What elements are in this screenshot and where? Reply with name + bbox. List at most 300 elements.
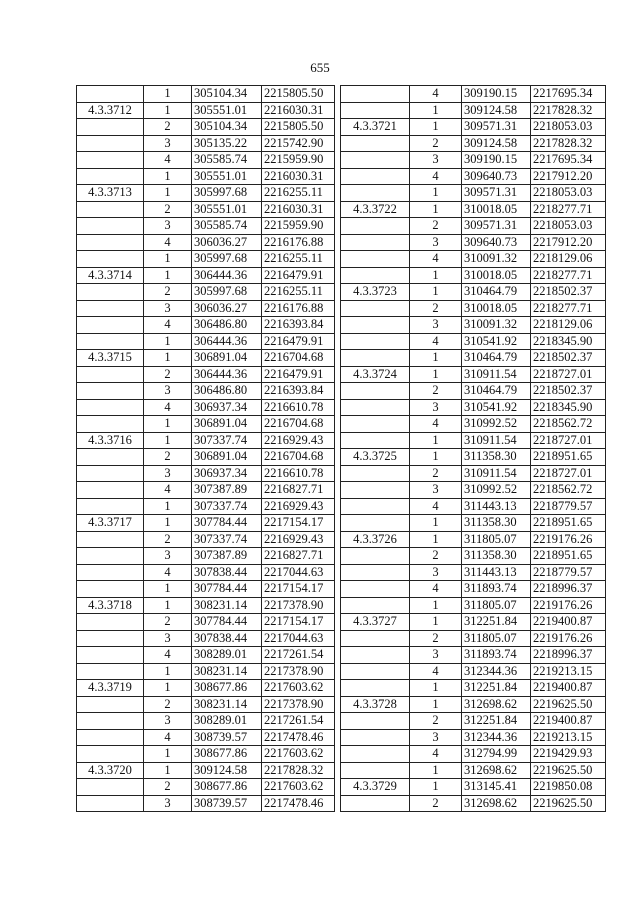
point-number-cell: 4 <box>144 564 192 581</box>
table-row <box>77 713 335 730</box>
parcel-id-cell: 4.3.3721 <box>341 119 410 136</box>
y-coordinate-cell: 2215805.50 <box>262 119 335 136</box>
table-row <box>77 680 335 697</box>
parcel-id-cell <box>77 317 144 334</box>
y-coordinate-cell: 2217912.20 <box>531 168 606 185</box>
table-row <box>341 416 606 433</box>
table-row <box>77 86 335 103</box>
point-number-cell: 2 <box>144 531 192 548</box>
y-coordinate-cell: 2215805.50 <box>262 86 335 103</box>
x-coordinate-cell: 308231.14 <box>192 663 262 680</box>
parcel-id-cell <box>341 597 410 614</box>
table-row <box>341 779 606 796</box>
point-number-cell: 4 <box>144 482 192 499</box>
parcel-id-cell <box>341 218 410 235</box>
x-coordinate-cell: 309124.58 <box>192 762 262 779</box>
x-coordinate-cell: 312344.36 <box>462 729 531 746</box>
x-coordinate-cell: 310911.54 <box>462 465 531 482</box>
table-row <box>341 317 606 334</box>
y-coordinate-cell: 2216929.43 <box>262 432 335 449</box>
parcel-id-cell <box>341 482 410 499</box>
table-row <box>341 218 606 235</box>
parcel-id-cell: 4.3.3714 <box>77 267 144 284</box>
x-coordinate-cell: 310464.79 <box>462 284 531 301</box>
y-coordinate-cell: 2217154.17 <box>262 614 335 631</box>
parcel-id-cell <box>77 630 144 647</box>
parcel-id-cell <box>341 416 410 433</box>
parcel-id-cell: 4.3.3728 <box>341 696 410 713</box>
point-number-cell: 4 <box>144 729 192 746</box>
y-coordinate-cell: 2216255.11 <box>262 284 335 301</box>
point-number-cell: 1 <box>410 284 462 301</box>
table-row <box>77 449 335 466</box>
parcel-id-cell <box>77 548 144 565</box>
parcel-id-cell <box>341 465 410 482</box>
point-number-cell: 4 <box>410 663 462 680</box>
table-row <box>77 465 335 482</box>
y-coordinate-cell: 2219176.26 <box>531 597 606 614</box>
x-coordinate-cell: 312344.36 <box>462 663 531 680</box>
x-coordinate-cell: 311358.30 <box>462 548 531 565</box>
parcel-id-cell: 4.3.3726 <box>341 531 410 548</box>
y-coordinate-cell: 2219176.26 <box>531 531 606 548</box>
y-coordinate-cell: 2216030.31 <box>262 201 335 218</box>
table-row <box>77 696 335 713</box>
parcel-id-cell <box>77 482 144 499</box>
point-number-cell: 1 <box>410 366 462 383</box>
x-coordinate-cell: 307838.44 <box>192 630 262 647</box>
x-coordinate-cell: 311358.30 <box>462 449 531 466</box>
y-coordinate-cell: 2216393.84 <box>262 383 335 400</box>
parcel-id-cell <box>77 251 144 268</box>
x-coordinate-cell: 311893.74 <box>462 581 531 598</box>
x-coordinate-cell: 306891.04 <box>192 449 262 466</box>
table-row <box>77 482 335 499</box>
x-coordinate-cell: 309190.15 <box>462 86 531 103</box>
point-number-cell: 1 <box>144 762 192 779</box>
parcel-id-cell <box>341 383 410 400</box>
y-coordinate-cell: 2217478.46 <box>262 795 335 812</box>
point-number-cell: 1 <box>144 680 192 697</box>
parcel-id-cell <box>77 383 144 400</box>
coordinates-table-left <box>76 85 335 812</box>
point-number-cell: 2 <box>410 548 462 565</box>
table-row <box>341 152 606 169</box>
table-row <box>341 119 606 136</box>
point-number-cell: 1 <box>410 350 462 367</box>
table-row <box>77 432 335 449</box>
point-number-cell: 1 <box>144 86 192 103</box>
x-coordinate-cell: 306486.80 <box>192 317 262 334</box>
table-row <box>341 630 606 647</box>
x-coordinate-cell: 311805.07 <box>462 597 531 614</box>
table-row <box>341 515 606 532</box>
table-row <box>77 729 335 746</box>
table-row <box>341 465 606 482</box>
table-row <box>77 366 335 383</box>
point-number-cell: 4 <box>410 416 462 433</box>
x-coordinate-cell: 308677.86 <box>192 746 262 763</box>
x-coordinate-cell: 312698.62 <box>462 795 531 812</box>
table-row <box>77 663 335 680</box>
parcel-id-cell: 4.3.3723 <box>341 284 410 301</box>
parcel-id-cell <box>77 779 144 796</box>
table-row <box>341 597 606 614</box>
x-coordinate-cell: 312698.62 <box>462 696 531 713</box>
point-number-cell: 1 <box>144 185 192 202</box>
point-number-cell: 1 <box>144 416 192 433</box>
parcel-id-cell: 4.3.3722 <box>341 201 410 218</box>
table-row <box>77 383 335 400</box>
parcel-id-cell <box>77 218 144 235</box>
parcel-id-cell <box>77 746 144 763</box>
y-coordinate-cell: 2216827.71 <box>262 548 335 565</box>
parcel-id-cell: 4.3.3727 <box>341 614 410 631</box>
x-coordinate-cell: 308739.57 <box>192 729 262 746</box>
point-number-cell: 3 <box>410 399 462 416</box>
x-coordinate-cell: 310464.79 <box>462 383 531 400</box>
x-coordinate-cell: 310541.92 <box>462 399 531 416</box>
parcel-id-cell <box>77 663 144 680</box>
parcel-id-cell <box>341 399 410 416</box>
parcel-id-cell <box>341 267 410 284</box>
point-number-cell: 3 <box>410 234 462 251</box>
table-row <box>341 548 606 565</box>
x-coordinate-cell: 306486.80 <box>192 383 262 400</box>
y-coordinate-cell: 2218129.06 <box>531 251 606 268</box>
x-coordinate-cell: 305551.01 <box>192 102 262 119</box>
y-coordinate-cell: 2217603.62 <box>262 779 335 796</box>
point-number-cell: 3 <box>144 135 192 152</box>
table-row <box>77 762 335 779</box>
table-row <box>77 630 335 647</box>
table-row <box>341 300 606 317</box>
table-row <box>77 597 335 614</box>
y-coordinate-cell: 2218345.90 <box>531 399 606 416</box>
table-row <box>341 284 606 301</box>
table-row <box>341 762 606 779</box>
x-coordinate-cell: 306937.34 <box>192 399 262 416</box>
point-number-cell: 1 <box>144 746 192 763</box>
y-coordinate-cell: 2218053.03 <box>531 185 606 202</box>
x-coordinate-cell: 307337.74 <box>192 531 262 548</box>
point-number-cell: 1 <box>144 333 192 350</box>
parcel-id-cell: 4.3.3720 <box>77 762 144 779</box>
parcel-id-cell <box>77 614 144 631</box>
y-coordinate-cell: 2216929.43 <box>262 531 335 548</box>
parcel-id-cell <box>341 168 410 185</box>
y-coordinate-cell: 2217378.90 <box>262 597 335 614</box>
y-coordinate-cell: 2217828.32 <box>531 102 606 119</box>
point-number-cell: 4 <box>410 251 462 268</box>
parcel-id-cell <box>77 498 144 515</box>
parcel-id-cell <box>341 729 410 746</box>
point-number-cell: 1 <box>410 779 462 796</box>
x-coordinate-cell: 310464.79 <box>462 350 531 367</box>
y-coordinate-cell: 2218277.71 <box>531 201 606 218</box>
y-coordinate-cell: 2219429.93 <box>531 746 606 763</box>
y-coordinate-cell: 2216827.71 <box>262 482 335 499</box>
y-coordinate-cell: 2216929.43 <box>262 498 335 515</box>
x-coordinate-cell: 310018.05 <box>462 201 531 218</box>
y-coordinate-cell: 2218129.06 <box>531 317 606 334</box>
y-coordinate-cell: 2217828.32 <box>262 762 335 779</box>
y-coordinate-cell: 2216610.78 <box>262 465 335 482</box>
point-number-cell: 2 <box>144 284 192 301</box>
parcel-id-cell <box>77 152 144 169</box>
parcel-id-cell <box>341 680 410 697</box>
x-coordinate-cell: 311443.13 <box>462 498 531 515</box>
table-row <box>77 218 335 235</box>
point-number-cell: 1 <box>144 168 192 185</box>
parcel-id-cell <box>77 416 144 433</box>
y-coordinate-cell: 2217378.90 <box>262 663 335 680</box>
x-coordinate-cell: 310091.32 <box>462 317 531 334</box>
x-coordinate-cell: 310541.92 <box>462 333 531 350</box>
y-coordinate-cell: 2216479.91 <box>262 366 335 383</box>
table-row <box>341 86 606 103</box>
table-row <box>77 300 335 317</box>
table-row <box>341 383 606 400</box>
point-number-cell: 1 <box>410 515 462 532</box>
y-coordinate-cell: 2218053.03 <box>531 119 606 136</box>
table-row <box>77 399 335 416</box>
x-coordinate-cell: 305997.68 <box>192 284 262 301</box>
parcel-id-cell: 4.3.3719 <box>77 680 144 697</box>
x-coordinate-cell: 313145.41 <box>462 779 531 796</box>
table-row <box>77 119 335 136</box>
x-coordinate-cell: 310018.05 <box>462 267 531 284</box>
table-row <box>77 168 335 185</box>
table-row <box>341 482 606 499</box>
parcel-id-cell: 4.3.3717 <box>77 515 144 532</box>
parcel-id-cell <box>77 647 144 664</box>
table-row <box>341 746 606 763</box>
parcel-id-cell <box>77 581 144 598</box>
table-row <box>77 135 335 152</box>
table-row <box>341 663 606 680</box>
y-coordinate-cell: 2217603.62 <box>262 680 335 697</box>
point-number-cell: 2 <box>144 779 192 796</box>
x-coordinate-cell: 312698.62 <box>462 762 531 779</box>
table-row <box>77 152 335 169</box>
x-coordinate-cell: 311443.13 <box>462 564 531 581</box>
y-coordinate-cell: 2218502.37 <box>531 284 606 301</box>
table-row <box>77 251 335 268</box>
y-coordinate-cell: 2219400.87 <box>531 614 606 631</box>
y-coordinate-cell: 2218727.01 <box>531 366 606 383</box>
y-coordinate-cell: 2218951.65 <box>531 515 606 532</box>
table-row <box>77 746 335 763</box>
point-number-cell: 1 <box>144 498 192 515</box>
point-number-cell: 4 <box>410 168 462 185</box>
x-coordinate-cell: 306444.36 <box>192 267 262 284</box>
y-coordinate-cell: 2216704.68 <box>262 350 335 367</box>
parcel-id-cell <box>77 300 144 317</box>
point-number-cell: 1 <box>410 185 462 202</box>
point-number-cell: 1 <box>410 531 462 548</box>
table-row <box>77 515 335 532</box>
parcel-id-cell <box>77 696 144 713</box>
y-coordinate-cell: 2217261.54 <box>262 713 335 730</box>
x-coordinate-cell: 307387.89 <box>192 482 262 499</box>
y-coordinate-cell: 2218277.71 <box>531 300 606 317</box>
y-coordinate-cell: 2218951.65 <box>531 548 606 565</box>
table-row <box>341 680 606 697</box>
point-number-cell: 3 <box>410 647 462 664</box>
table-row <box>341 432 606 449</box>
x-coordinate-cell: 307337.74 <box>192 432 262 449</box>
y-coordinate-cell: 2217478.46 <box>262 729 335 746</box>
y-coordinate-cell: 2217044.63 <box>262 630 335 647</box>
table-row <box>341 350 606 367</box>
y-coordinate-cell: 2216393.84 <box>262 317 335 334</box>
parcel-id-cell: 4.3.3715 <box>77 350 144 367</box>
table-row <box>77 531 335 548</box>
point-number-cell: 4 <box>144 647 192 664</box>
parcel-id-cell <box>341 515 410 532</box>
y-coordinate-cell: 2217695.34 <box>531 86 606 103</box>
table-row <box>341 795 606 812</box>
table-row <box>341 267 606 284</box>
y-coordinate-cell: 2218727.01 <box>531 432 606 449</box>
parcel-id-cell <box>77 201 144 218</box>
table-row <box>341 251 606 268</box>
table-row <box>341 201 606 218</box>
point-number-cell: 3 <box>144 630 192 647</box>
parcel-id-cell: 4.3.3712 <box>77 102 144 119</box>
table-row <box>341 399 606 416</box>
point-number-cell: 2 <box>144 696 192 713</box>
point-number-cell: 3 <box>144 465 192 482</box>
x-coordinate-cell: 308231.14 <box>192 696 262 713</box>
point-number-cell: 1 <box>410 696 462 713</box>
page-number: 655 <box>310 60 330 75</box>
y-coordinate-cell: 2217154.17 <box>262 515 335 532</box>
table-row <box>341 102 606 119</box>
y-coordinate-cell: 2216704.68 <box>262 416 335 433</box>
x-coordinate-cell: 307838.44 <box>192 564 262 581</box>
point-number-cell: 1 <box>410 119 462 136</box>
table-row <box>341 449 606 466</box>
x-coordinate-cell: 309571.31 <box>462 185 531 202</box>
point-number-cell: 3 <box>144 795 192 812</box>
y-coordinate-cell: 2215742.90 <box>262 135 335 152</box>
y-coordinate-cell: 2218779.57 <box>531 498 606 515</box>
parcel-id-cell <box>341 432 410 449</box>
y-coordinate-cell: 2217695.34 <box>531 152 606 169</box>
parcel-id-cell <box>341 548 410 565</box>
point-number-cell: 2 <box>144 366 192 383</box>
point-number-cell: 2 <box>144 614 192 631</box>
x-coordinate-cell: 309124.58 <box>462 102 531 119</box>
x-coordinate-cell: 312251.84 <box>462 614 531 631</box>
parcel-id-cell <box>77 399 144 416</box>
x-coordinate-cell: 311893.74 <box>462 647 531 664</box>
y-coordinate-cell: 2219400.87 <box>531 680 606 697</box>
x-coordinate-cell: 305551.01 <box>192 168 262 185</box>
parcel-id-cell <box>341 152 410 169</box>
x-coordinate-cell: 305997.68 <box>192 185 262 202</box>
table-row <box>77 564 335 581</box>
x-coordinate-cell: 306036.27 <box>192 300 262 317</box>
table-row <box>77 647 335 664</box>
parcel-id-cell <box>341 135 410 152</box>
y-coordinate-cell: 2219625.50 <box>531 762 606 779</box>
x-coordinate-cell: 306444.36 <box>192 333 262 350</box>
x-coordinate-cell: 308289.01 <box>192 713 262 730</box>
parcel-id-cell <box>77 119 144 136</box>
table-row <box>341 366 606 383</box>
table-row <box>341 581 606 598</box>
point-number-cell: 2 <box>410 795 462 812</box>
x-coordinate-cell: 307387.89 <box>192 548 262 565</box>
parcel-id-cell <box>77 531 144 548</box>
point-number-cell: 3 <box>144 218 192 235</box>
x-coordinate-cell: 312251.84 <box>462 680 531 697</box>
y-coordinate-cell: 2219850.08 <box>531 779 606 796</box>
parcel-id-cell <box>341 630 410 647</box>
parcel-id-cell <box>77 284 144 301</box>
table-row <box>77 102 335 119</box>
x-coordinate-cell: 311805.07 <box>462 630 531 647</box>
parcel-id-cell <box>341 795 410 812</box>
table-row <box>77 614 335 631</box>
parcel-id-cell <box>77 168 144 185</box>
point-number-cell: 1 <box>410 102 462 119</box>
point-number-cell: 3 <box>410 482 462 499</box>
x-coordinate-cell: 308677.86 <box>192 680 262 697</box>
parcel-id-cell <box>341 564 410 581</box>
x-coordinate-cell: 310992.52 <box>462 416 531 433</box>
x-coordinate-cell: 310911.54 <box>462 432 531 449</box>
parcel-id-cell <box>77 333 144 350</box>
x-coordinate-cell: 309124.58 <box>462 135 531 152</box>
point-number-cell: 1 <box>144 350 192 367</box>
point-number-cell: 1 <box>144 581 192 598</box>
parcel-id-cell: 4.3.3718 <box>77 597 144 614</box>
y-coordinate-cell: 2216255.11 <box>262 251 335 268</box>
parcel-id-cell <box>341 333 410 350</box>
table-row <box>77 581 335 598</box>
y-coordinate-cell: 2218502.37 <box>531 350 606 367</box>
y-coordinate-cell: 2216255.11 <box>262 185 335 202</box>
parcel-id-cell <box>341 498 410 515</box>
y-coordinate-cell: 2218779.57 <box>531 564 606 581</box>
parcel-id-cell <box>77 795 144 812</box>
point-number-cell: 3 <box>410 152 462 169</box>
y-coordinate-cell: 2216030.31 <box>262 168 335 185</box>
parcel-id-cell <box>341 86 410 103</box>
x-coordinate-cell: 305585.74 <box>192 152 262 169</box>
point-number-cell: 4 <box>144 317 192 334</box>
parcel-id-cell <box>341 234 410 251</box>
point-number-cell: 1 <box>410 449 462 466</box>
point-number-cell: 1 <box>144 663 192 680</box>
parcel-id-cell <box>341 713 410 730</box>
table-row <box>341 234 606 251</box>
point-number-cell: 3 <box>144 300 192 317</box>
point-number-cell: 2 <box>144 119 192 136</box>
table-row <box>341 185 606 202</box>
x-coordinate-cell: 307337.74 <box>192 498 262 515</box>
x-coordinate-cell: 306891.04 <box>192 350 262 367</box>
x-coordinate-cell: 312251.84 <box>462 713 531 730</box>
x-coordinate-cell: 308231.14 <box>192 597 262 614</box>
y-coordinate-cell: 2219213.15 <box>531 663 606 680</box>
x-coordinate-cell: 305104.34 <box>192 119 262 136</box>
parcel-id-cell: 4.3.3725 <box>341 449 410 466</box>
